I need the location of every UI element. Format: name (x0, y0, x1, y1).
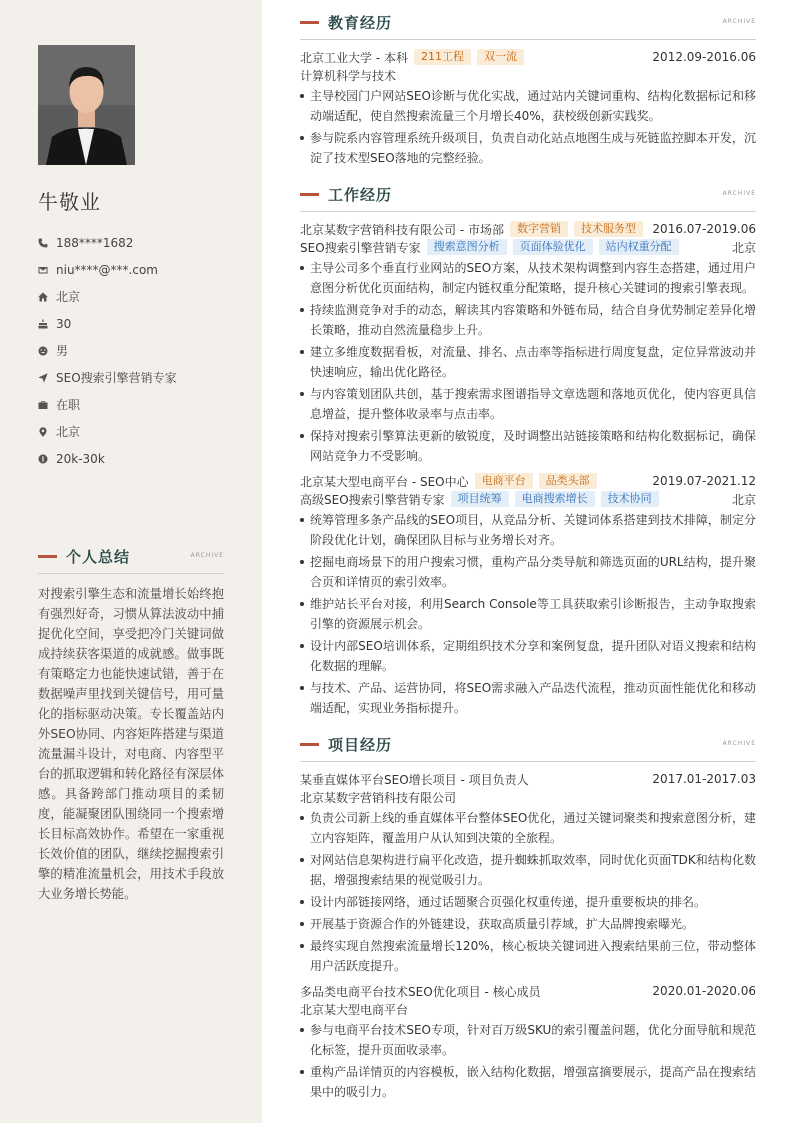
projects-archive-label: ARCHIVE (722, 740, 756, 747)
project-name-line (300, 982, 756, 1000)
bullet-item: 最终实现自然搜索流量增长120%，核心板块关键词进入搜索结果前三位，带动整体用户活跃度提升。 (300, 936, 756, 976)
info-status (38, 391, 238, 418)
role-tag: 站内权重分配 (599, 239, 679, 255)
work-date: 2016.07-2019.06 (652, 222, 756, 236)
company-tag: 品类头部 (539, 473, 597, 489)
profile-photo (38, 45, 135, 165)
bullet-item: 保持对搜索引擎算法更新的敏锐度，及时调整出站链接策略和结构化数据标记，确保网站竞争力不受影响。 (300, 426, 756, 466)
project-entry (300, 770, 756, 976)
bullet-item: 开展基于资源合作的外链建设，获取高质量引荐域，扩大品牌搜索曝光。 (300, 914, 756, 934)
project-org: 北京某数字营销科技有限公司 (300, 790, 457, 805)
project-bullets (300, 1020, 756, 1102)
project-entry (300, 982, 756, 1102)
company-tag: 技术服务型 (574, 221, 643, 237)
info-position (38, 364, 238, 391)
education-tag: 211工程 (414, 49, 471, 65)
project-bullets (300, 808, 756, 976)
work-header (300, 182, 756, 206)
section-accent-bar (300, 743, 319, 746)
send-icon (38, 373, 56, 383)
info-target-city (38, 418, 238, 445)
work-entry (300, 472, 756, 718)
education-entry (300, 48, 756, 168)
info-salary-text: 20k-30k (56, 451, 105, 466)
info-phone-text: 188****1682 (56, 235, 134, 250)
bullet-item: 负责公司新上线的垂直媒体平台整体SEO优化，通过关键词聚类和搜索意图分析，建立内容矩阵，覆盖用户从认知到决策的全旅程。 (300, 808, 756, 848)
bullet-item: 参与院系内容管理系统升级项目，负责自动化站点地图生成与死链监控脚本开发，沉淀了技术型SEO落地的完整经验。 (300, 128, 756, 168)
phone-icon (38, 238, 56, 248)
bullet-item: 参与电商平台技术SEO专项，针对百万级SKU的索引覆盖问题，优化分面导航和规范化标签，提升页面收录率。 (300, 1020, 756, 1060)
education-school-line (300, 48, 756, 66)
education-header (300, 10, 756, 34)
bullet-item: 持续监测竞争对手的动态，解读其内容策略和外链布局，结合自身优势制定差异化增长策略，推动自然流量稳步上升。 (300, 300, 756, 340)
face-icon (38, 346, 56, 356)
work-title: 工作经历 (328, 185, 393, 204)
project-org-line (300, 1000, 756, 1018)
work-city: 北京 (731, 492, 756, 507)
summary-title: 个人总结 (66, 547, 131, 566)
mail-icon (38, 265, 56, 275)
work-archive-label: ARCHIVE (722, 190, 756, 197)
work-company: 北京某大型电商平台 - SEO中心 (300, 474, 469, 489)
project-name: 某垂直媒体平台SEO增长项目 - 项目负责人 (300, 772, 529, 787)
work-city: 北京 (731, 240, 756, 255)
work-role-line (300, 238, 756, 256)
education-school: 北京工业大学 - 本科 (300, 50, 408, 65)
education-archive-label: ARCHIVE (722, 18, 756, 25)
info-residence-text: 北京 (56, 290, 81, 304)
section-divider (300, 761, 756, 762)
education-major: 计算机科学与技术 (300, 68, 397, 83)
summary-header (38, 544, 224, 568)
work-role-line (300, 490, 756, 508)
company-tag: 电商平台 (475, 473, 533, 489)
bullet-item: 重构产品详情页的内容模板，嵌入结构化数据，增强富摘要展示，提高产品在搜索结果中的吸引力。 (300, 1062, 756, 1102)
info-position-text: SEO搜索引擎营销专家 (56, 371, 177, 385)
home-icon (38, 292, 56, 302)
bullet-item: 建立多维度数据看板，对流量、排名、点击率等指标进行周度复盘，定位异常波动并快速响应，输出优化路径。 (300, 342, 756, 382)
main-content (300, 10, 756, 1116)
project-org-line (300, 788, 756, 806)
work-date: 2019.07-2021.12 (652, 474, 756, 488)
bullet-item: 主导公司多个垂直行业网站的SEO方案，从技术架构调整到内容生态搭建，通过用户意图分析优化页面结构，制定内链权重分配策略，提升核心关键词的搜索引擎表现。 (300, 258, 756, 298)
work-company: 北京某数字营销科技有限公司 - 市场部 (300, 222, 504, 237)
work-role: 高级SEO搜索引擎营销专家 (300, 492, 445, 507)
work-bullets (300, 258, 756, 466)
info-salary (38, 445, 238, 472)
section-accent-bar (300, 21, 319, 24)
coin-icon (38, 454, 56, 464)
role-tag: 搜索意图分析 (427, 239, 507, 255)
education-tag: 双一流 (477, 49, 524, 65)
project-name: 多品类电商平台技术SEO优化项目 - 核心成员 (300, 984, 541, 999)
project-date: 2017.01-2017.03 (652, 772, 756, 786)
section-divider (38, 573, 224, 574)
work-company-line (300, 472, 756, 490)
education-major-line (300, 66, 756, 84)
work-section (300, 182, 756, 718)
cake-icon (38, 319, 56, 329)
briefcase-icon (38, 400, 56, 410)
projects-title: 项目经历 (328, 735, 393, 754)
work-company-line (300, 220, 756, 238)
work-role: SEO搜索引擎营销专家 (300, 240, 421, 255)
section-accent-bar (300, 193, 319, 196)
role-tag: 电商搜索增长 (515, 491, 595, 507)
education-title: 教育经历 (328, 13, 393, 32)
section-divider (300, 39, 756, 40)
education-bullets (300, 86, 756, 168)
info-target-city-text: 北京 (56, 425, 81, 439)
info-phone (38, 229, 238, 256)
project-date: 2020.01-2020.06 (652, 984, 756, 998)
info-gender-text: 男 (56, 344, 69, 358)
work-bullets (300, 510, 756, 718)
company-tag: 数字营销 (510, 221, 568, 237)
education-date: 2012.09-2016.06 (652, 50, 756, 64)
summary-archive-label: ARCHIVE (190, 552, 224, 559)
work-entry (300, 220, 756, 466)
role-tag: 技术协同 (601, 491, 659, 507)
contact-info-list (38, 229, 238, 472)
bullet-item: 挖掘电商场景下的用户搜索习惯，重构产品分类导航和筛选页面的URL结构，提升聚合页和详情页的索引效率。 (300, 552, 756, 592)
bullet-item: 对网站信息架构进行扁平化改造，提升蜘蛛抓取效率，同时优化页面TDK和结构化数据，增强搜索结果的视觉吸引力。 (300, 850, 756, 890)
bullet-item: 设计内部链接网络，通过话题聚合页强化权重传递，提升重要板块的排名。 (300, 892, 756, 912)
bullet-item: 主导校园门户网站SEO诊断与优化实战，通过站内关键词重构、结构化数据标记和移动端适配，使自然搜索流量三个月增长40%，获校级创新实践奖。 (300, 86, 756, 126)
info-age-text: 30 (56, 316, 72, 331)
project-org: 北京某大型电商平台 (300, 1002, 409, 1017)
info-status-text: 在职 (56, 398, 81, 412)
portrait-image (38, 45, 135, 165)
section-accent-bar (38, 555, 57, 558)
sidebar (0, 0, 262, 1123)
section-divider (300, 211, 756, 212)
bullet-item: 与内容策划团队共创，基于搜索需求图谱指导文章选题和落地页优化，使内容更具信息增益，提升整体收录率与点击率。 (300, 384, 756, 424)
info-email (38, 256, 238, 283)
bullet-item: 统筹管理多条产品线的SEO项目，从竞品分析、关键词体系搭建到技术排障，制定分阶段优化计划，确保团队目标与业务增长对齐。 (300, 510, 756, 550)
projects-header (300, 732, 756, 756)
bullet-item: 设计内部SEO培训体系，定期组织技术分享和案例复盘，提升团队对语义搜索和结构化数据的理解。 (300, 636, 756, 676)
info-age (38, 310, 238, 337)
role-tag: 页面体验优化 (513, 239, 593, 255)
project-name-line (300, 770, 756, 788)
role-tag: 项目统筹 (451, 491, 509, 507)
education-section (300, 10, 756, 168)
summary-text: 对搜索引擎生态和流量增长始终抱有强烈好奇，习惯从算法波动中捕捉优化空间，享受把冷门关键词做成持续获客渠道的成就感。做事既有策略定力也能快速试错，善于在数据噪声里找到关键信号，用可量化的指标驱动决策。专长覆盖站内外SEO协同、内容矩阵搭建与渠道流量漏斗设计，对电商、内容型平台的抓取逻辑和转化路径有深层体感。具备跨部门推动项目的柔韧度，能凝聚团队围绕同一个搜索增长目标高效协作。希望在一家重视长效价值的团队，继续挖掘搜索引擎的精准流量机会，用技术手段放大业务增长势能。 (38, 587, 224, 901)
candidate-name: 牛敬业 (38, 190, 101, 214)
location-icon (38, 427, 56, 437)
info-gender (38, 337, 238, 364)
info-residence (38, 283, 238, 310)
bullet-item: 维护站长平台对接，利用Search Console等工具获取索引诊断报告，主动争取搜索引擎的资源展示机会。 (300, 594, 756, 634)
summary-section (38, 544, 224, 904)
projects-section (300, 732, 756, 1102)
info-email-text: niu****@***.com (56, 262, 158, 277)
bullet-item: 与技术、产品、运营协同，将SEO需求融入产品迭代流程，推动页面性能优化和移动端适配，实现业务指标提升。 (300, 678, 756, 718)
